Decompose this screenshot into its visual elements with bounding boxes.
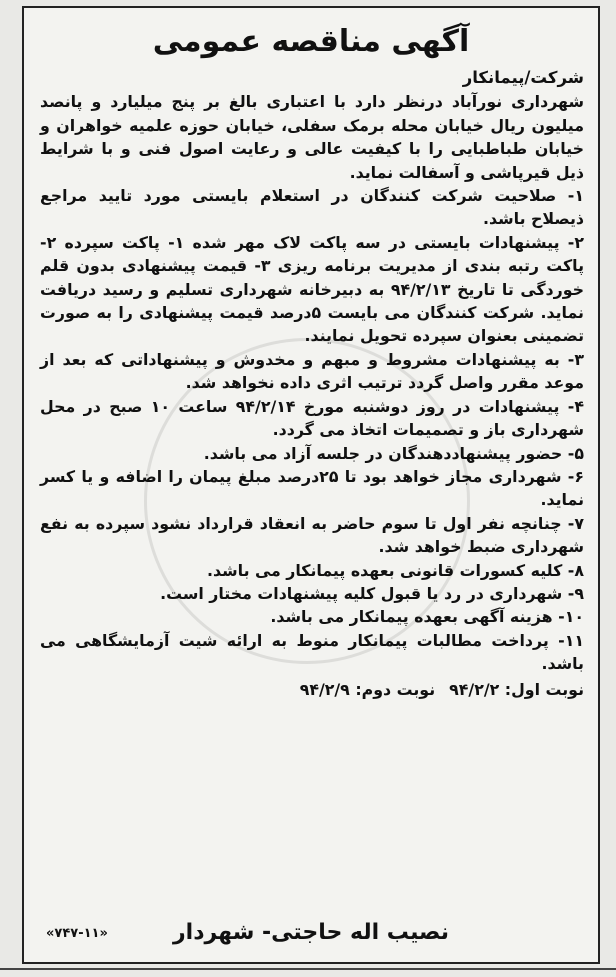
ad-intro: شهرداری نورآباد درنظر دارد با اعتباری بالغ بر پنج میلیارد و پانصد میلیون ریال خیابان محله برمک سفلی، خیابان حوزه علمیه خواهران و خیابان طباطبایی را با کیفیت عالی و رعایت اصول فنی و با شرایط ذیل قیرپاشی و آسفالت نماید. xyxy=(40,92,584,182)
ad-title: آگهی مناقصه عمومی xyxy=(152,24,470,59)
divider xyxy=(0,968,616,970)
condition-item: ۱۰- هزینه آگهی بعهده پیمانکار می باشد. xyxy=(270,607,584,627)
condition-item: ۴- پیشنهادات در روز دوشنبه مورخ ۹۴/۲/۱۴ ساعت ۱۰ صبح در محل شهرداری باز و تصمیمات اتخاذ می گردد. xyxy=(40,396,584,440)
condition-item: ۵- حضور پیشنهاددهندگان در جلسه آزاد می باشد. xyxy=(203,443,584,463)
condition-item: ۹- شهرداری در رد یا قبول کلیه پیشنهادات مختار است. xyxy=(160,583,584,603)
condition-item: ۷- چنانچه نفر اول تا سوم حاضر به انعقاد قرارداد نشود سپرده به نفع شهرداری ضبط خواهد شد. xyxy=(40,513,584,557)
publication-dates xyxy=(40,678,584,701)
condition-item: ۸- کلیه کسورات قانونی بعهده پیمانکار می باشد. xyxy=(206,560,584,580)
condition-item: ۳- به پیشنهادات مشروط و مبهم و مخدوش و پیشنهاداتی که بعد از موعد مقرر واصل گردد ترتیب اثری داده نخواهد شد. xyxy=(40,349,584,393)
ad-frame xyxy=(22,6,600,964)
ad-code: «۷۴۷-۱۱» xyxy=(46,926,108,941)
signature: نصیب اله حاجتی- شهردار xyxy=(172,920,449,945)
condition-item: ۱- صلاحیت شرکت کنندگان در استعلام بایستی مورد تایید مراجع ذیصلاح باشد. xyxy=(40,186,584,229)
first-round-date: نوبت اول: ۹۴/۲/۲ xyxy=(449,679,584,699)
condition-item: ۱۱- پرداخت مطالبات پیمانکار منوط به ارائه شیت آزمایشگاهی می باشد. xyxy=(40,630,584,674)
condition-item: ۶- شهرداری مجاز خواهد بود تا ۲۵درصد مبلغ پیمان را اضافه و یا کسر نماید. xyxy=(40,466,584,510)
ad-subtitle: شرکت/پیمانکار xyxy=(462,68,584,87)
ad-body xyxy=(40,66,584,701)
condition-item: ۲- پیشنهادات بایستی در سه پاکت لاک مهر شده ۱- پاکت سپرده ۲- پاکت رتبه بندی از مدیریت برنامه ریزی ۳- قیمت پیشنهادی بدون قلم خوردگی تا تاریخ ۹۴/۲/۱۳ به دبیرخانه شهرداری تسلیم و رسید دریافت نماید. شرکت کنندگان می بایست ۵درصد قیمت پیشنهادی را به صورت تضمینی بعنوان سپرده تحویل نمایند. xyxy=(40,232,584,346)
second-round-date: نوبت دوم: ۹۴/۲/۹ xyxy=(299,679,436,699)
